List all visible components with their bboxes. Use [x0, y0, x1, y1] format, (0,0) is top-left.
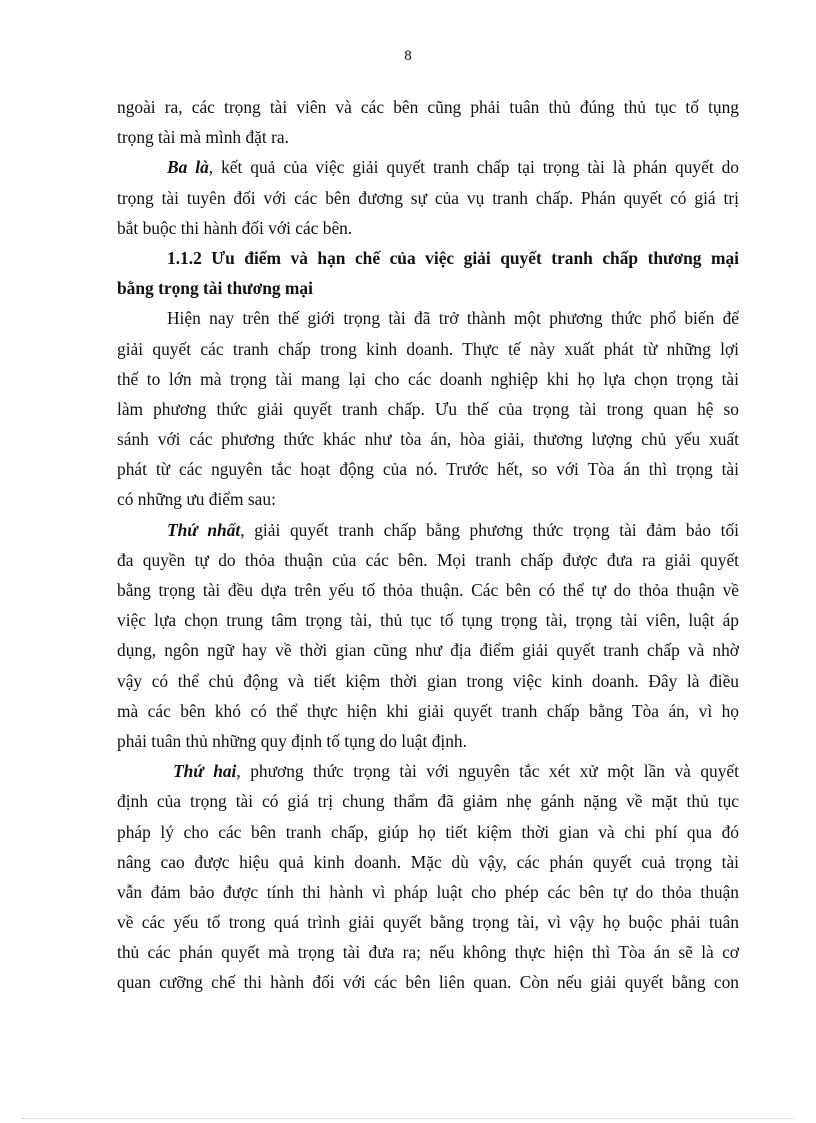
text-line: trọng tài tuyên đối với các bên đương sự của vụ tranh chấp. Phán quyết có giá trị	[117, 187, 739, 208]
text-line: làm phương thức giải quyết tranh chấp. Ưu thế của trọng tài trong quan hệ so	[117, 398, 739, 419]
text-line: trọng tài mà mình đặt ra.	[117, 127, 289, 148]
paragraph-lead-text: , giải quyết tranh chấp bằng phương thức trọng tài đảm bảo tối	[240, 519, 739, 540]
paragraph-lead: Thứ nhất	[167, 519, 241, 540]
text-line: ngoài ra, các trọng tài viên và các bên cũng phải tuân thủ đúng thủ tục tố tụng	[117, 97, 739, 117]
page-bottom-border	[22, 1118, 794, 1119]
paragraph-lead-text: , phương thức trọng tài với nguyên tắc xét xử một lần và quyết	[236, 761, 739, 782]
text-line: nâng cao được hiệu quả kinh doanh. Mặc dù vậy, các phán quyết cuả trọng tài	[117, 851, 739, 872]
text-line: mà các bên khó có thể thực hiện khi giải quyết tranh chấp bằng Tòa án, vì họ	[117, 700, 739, 721]
paragraph-start	[117, 515, 739, 545]
text-line: dụng, ngôn ngữ hay về thời gian cũng như địa điểm giải quyết tranh chấp và nhờ	[117, 640, 739, 661]
paragraph-lead: Ba là	[167, 157, 209, 178]
section-heading-cont: bằng trọng tài thương mại	[117, 278, 313, 299]
page-number: 8	[404, 48, 412, 64]
paragraph-start	[117, 756, 739, 786]
text-line: thủ các phán quyết mà trọng tài đưa ra; nếu không thực hiện thì Tòa án sẽ là cơ	[117, 942, 739, 963]
text-line: quan cưỡng chế thi hành đối với các bên liên quan. Còn nếu giải quyết bằng con	[117, 972, 739, 993]
text-line: thế to lớn mà trọng tài mang lại cho các doanh nghiệp khi họ lựa chọn trọng tài	[117, 368, 739, 389]
text-line: vẫn đảm bảo được tính thi hành vì pháp luật cho phép các bên tự do thỏa thuận	[117, 881, 739, 902]
document-body	[117, 92, 739, 998]
paragraph-lead-text: , kết quả của việc giải quyết tranh chấp tại trọng tài là phán quyết do	[208, 157, 739, 178]
section-heading: 1.1.2 Ưu điểm và hạn chế của việc giải quyết tranh chấp thương mại	[167, 247, 739, 268]
paragraph-start	[117, 152, 739, 182]
paragraph-lead: Thứ hai	[173, 761, 237, 782]
text-line: phải tuân thủ những quy định tố tụng do luật định.	[117, 730, 467, 751]
text-line: bằng trọng tài đều dựa trên yếu tố thỏa thuận. Các bên có thể tự do thỏa thuận về	[117, 580, 739, 600]
text-line: giải quyết các tranh chấp trong kinh doanh. Thực tế này xuất phát từ những lợi	[117, 338, 739, 359]
text-line: việc lựa chọn trung tâm trọng tài, thủ tục tố tụng trọng tài, trọng tài viên, luật áp	[117, 610, 739, 631]
text-line: sánh với các phương thức khác như tòa án, hòa giải, thương lượng chủ yếu xuất	[117, 429, 739, 450]
text-line: phát từ các nguyên tắc hoạt động của nó. Trước hết, so với Tòa án thì trọng tài	[117, 459, 739, 480]
text-line: vậy có thể chủ động và tiết kiệm thời gian trong việc kinh doanh. Đây là điều	[117, 670, 739, 691]
paragraph-start: Hiện nay trên thế giới trọng tài đã trở thành một phương thức phổ biến để	[167, 308, 739, 329]
text-line: bắt buộc thi hành đối với các bên.	[117, 217, 353, 238]
text-line: pháp lý cho các bên tranh chấp, giúp họ tiết kiệm thời gian và chi phí qua đó	[117, 821, 739, 842]
text-line: đa quyền tự do thỏa thuận của các bên. Mọi tranh chấp được đưa ra giải quyết	[117, 549, 739, 570]
text-line: về các yếu tố trong quá trình giải quyết bằng trọng tài, vì vậy họ buộc phải tuân	[117, 912, 739, 933]
text-line: định của trọng tài có giá trị chung thẩm đã giảm nhẹ gánh nặng về mặt thủ tục	[117, 791, 739, 812]
text-line: có những ưu điểm sau:	[117, 489, 276, 510]
